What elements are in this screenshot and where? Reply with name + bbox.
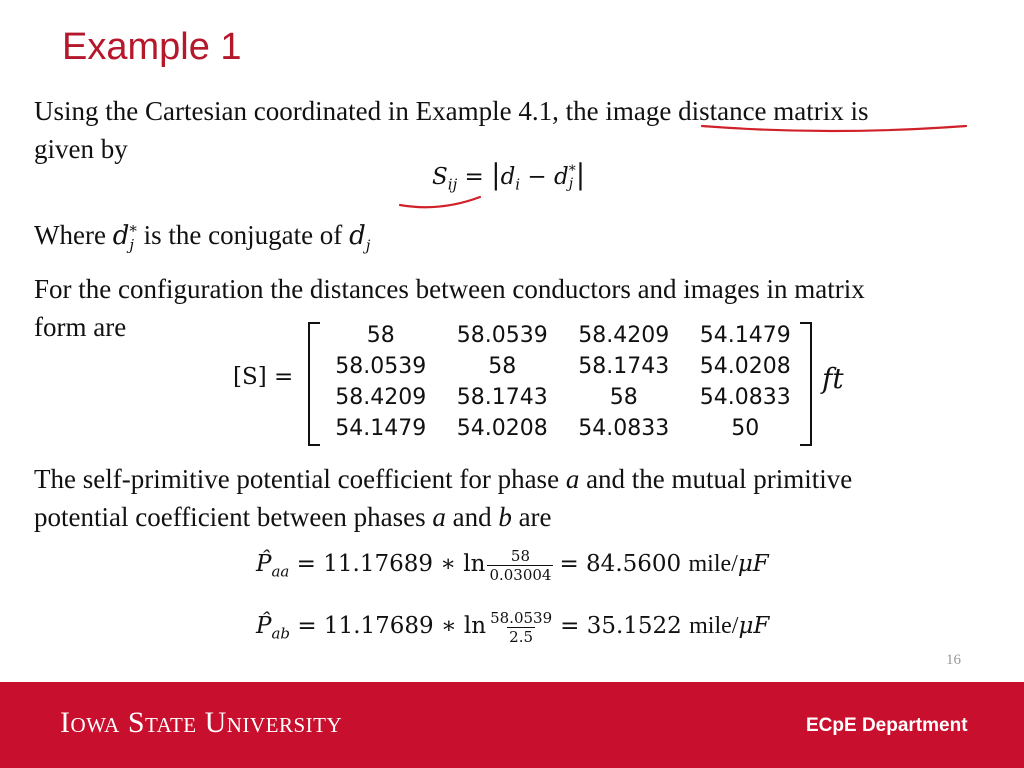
pab-unit-mu: μF: [738, 613, 770, 639]
potential-text-2a: potential coefficient between phases: [34, 502, 433, 532]
dj-star-sub: j: [568, 176, 574, 192]
abs-close: |: [575, 158, 586, 191]
matrix-cell: 58.1743: [578, 354, 670, 379]
dj-conj-sub: j: [129, 235, 135, 254]
university-name: Iowa State University: [60, 706, 343, 739]
matrix-cell: 54.1479: [335, 416, 427, 441]
pab-numerator: 58.0539: [490, 608, 553, 627]
matrix-cell: 58: [488, 354, 517, 379]
dj-symbol: d: [349, 221, 366, 251]
where-middle: is the conjugate of: [136, 220, 350, 250]
dj-subscript: j: [365, 236, 371, 255]
matrix-cell: 58.0539: [456, 323, 548, 348]
intro-line-1: Using the Cartesian coordinated in Example 4.1, the image distance matrix is: [34, 96, 869, 126]
underline-annotation-sij: [400, 197, 480, 207]
page-number: 16: [946, 652, 961, 668]
abs-open: |: [491, 158, 501, 191]
potential-text-1a: The self-primitive potential coefficient for phase: [34, 464, 566, 494]
underline-annotation: [702, 126, 966, 131]
pab-unit: mile/: [689, 613, 739, 639]
paa-unit-mu: μF: [737, 551, 769, 577]
pab-result: = 35.1522: [560, 613, 690, 639]
matrix-cell: 54.0833: [578, 416, 670, 441]
paa-unit: mile/: [688, 551, 738, 577]
matrix-label: [S] =: [233, 364, 294, 390]
paa-result: = 84.5600: [559, 551, 689, 577]
matrix-cell: 54.0208: [456, 416, 548, 441]
paa-denominator: 0.03004: [489, 565, 552, 584]
sij-subscript: ij: [447, 175, 458, 194]
di-subscript: i: [515, 175, 521, 194]
sij-symbol: S: [432, 164, 448, 190]
paa-subscript: aa: [271, 562, 290, 581]
phase-a-label: a: [565, 464, 580, 494]
paa-symbol: P̂: [256, 551, 272, 577]
config-line-1: For the configuration the distances between conductors and images in matrix: [34, 274, 865, 304]
pab-denominator: 2.5: [509, 627, 534, 646]
matrix-cell: 58.4209: [578, 323, 670, 348]
paa-numerator: 58: [510, 546, 530, 565]
pab-symbol: P̂: [256, 613, 272, 639]
matrix-cell: 54.0208: [699, 354, 791, 379]
potential-text-2c: are: [511, 502, 552, 532]
dj-star-symbol: d: [554, 164, 569, 190]
matrix-cell: 58.0539: [335, 354, 427, 379]
pab-subscript: ab: [271, 624, 291, 643]
matrix-cell: 54.1479: [699, 323, 791, 348]
matrix-cell: 54.0833: [699, 385, 791, 410]
dj-star-sup: *: [568, 163, 576, 179]
slide-title: Example 1: [62, 26, 242, 68]
phase-b-label: b: [498, 502, 512, 532]
sij-equals: =: [457, 164, 492, 190]
dj-conj-sup: *: [129, 221, 137, 240]
minus-sign: −: [520, 164, 555, 190]
where-prefix: Where: [34, 220, 113, 250]
university-logo-text: [60, 706, 342, 740]
matrix-cell: 58.1743: [456, 385, 548, 410]
potential-text-1b: and the mutual primitive: [579, 464, 853, 494]
department-name: ECpE Department: [806, 715, 968, 736]
dj-conj-symbol: d: [112, 221, 130, 251]
phase-a-label-2: a: [432, 502, 446, 532]
intro-line-2: given by: [34, 134, 128, 164]
di-symbol: d: [500, 164, 516, 190]
matrix-cell: 58: [609, 385, 638, 410]
matrix-cell: 50: [731, 416, 760, 441]
paa-expression: = 11.17689 ∗ ln: [289, 551, 486, 577]
matrix-unit: ft: [822, 362, 844, 395]
potential-text-2b: and: [445, 502, 499, 532]
matrix-cell: 58.4209: [335, 385, 427, 410]
pab-expression: = 11.17689 ∗ ln: [290, 613, 487, 639]
matrix-cell: 58: [366, 323, 395, 348]
config-line-2: form are: [34, 312, 127, 342]
